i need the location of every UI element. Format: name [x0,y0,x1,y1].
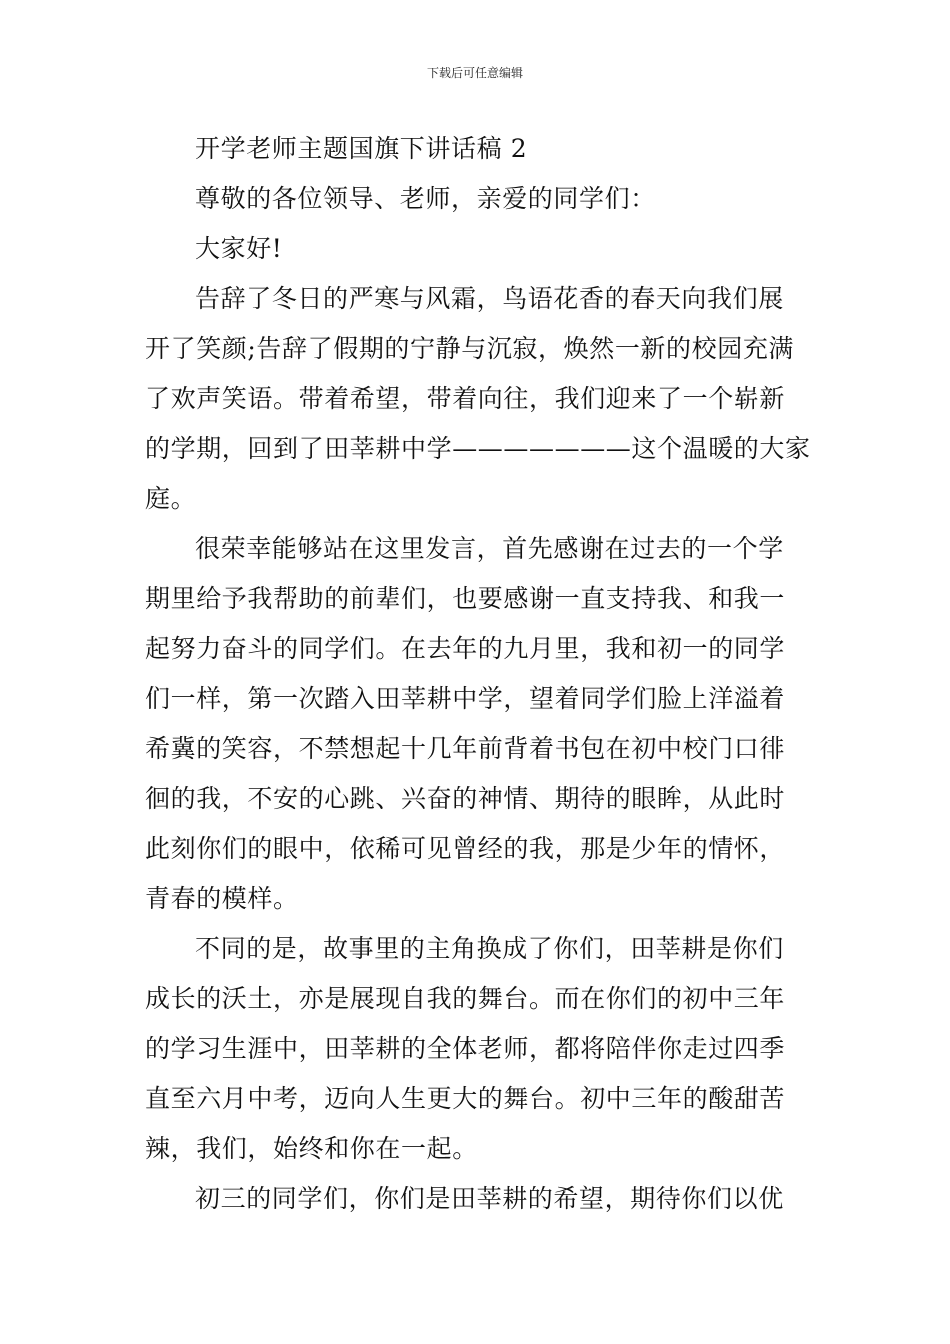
paragraph-line: 起努力奋斗的同学们。在去年的九月里，我和初一的同学 [145,634,786,663]
salutation: 尊敬的各位领导、老师，亲爱的同学们： [195,184,656,213]
paragraph-line: 青春的模样。 [145,884,299,913]
paragraph-2 [145,524,807,924]
document-body [145,124,811,1224]
paragraph-line: 期里给予我帮助的前辈们，也要感谢一直支持我、和我一 [145,584,786,613]
paragraph-4 [145,1174,807,1224]
greeting: 大家好! [195,234,283,263]
paragraph-line: 庭。 [145,484,197,513]
paragraph-line: 初三的同学们，你们是田莘耕的希望，期待你们以优 [195,1184,784,1213]
paragraph-line: 辣，我们，始终和你在一起。 [145,1134,478,1163]
page-header-note: 下载后可任意编辑 [426,66,523,80]
paragraph-line: 此刻你们的眼中，依稀可见曾经的我，那是少年的情怀， [145,834,786,863]
paragraph-line: 不同的是，故事里的主角换成了你们，田莘耕是你们 [195,934,784,963]
document-title: 开学老师主题国旗下讲话稿 2 [195,134,528,163]
paragraph-1 [145,274,811,524]
paragraph-3 [145,924,807,1174]
paragraph-line: 的学习生涯中，田莘耕的全体老师，都将陪伴你走过四季 [145,1034,786,1063]
paragraph-line: 很荣幸能够站在这里发言，首先感谢在过去的一个学 [195,534,784,563]
paragraph-line: 成长的沃土，亦是展现自我的舞台。而在你们的初中三年 [145,984,786,1013]
paragraph-line: 直至六月中考，迈向人生更大的舞台。初中三年的酸甜苦 [145,1084,786,1113]
paragraph-line: 希冀的笑容，不禁想起十几年前背着书包在初中校门口徘 [145,734,786,763]
paragraph-line: 了欢声笑语。带着希望，带着向往，我们迎来了一个崭新 [145,384,786,413]
paragraph-line: 徊的我，不安的心跳、兴奋的神情、期待的眼眸，从此时 [145,784,786,813]
paragraph-line: 开了笑颜;告辞了假期的宁静与沉寂，焕然一新的校园充满 [145,334,795,363]
paragraph-line: 们一样，第一次踏入田莘耕中学，望着同学们脸上洋溢着 [145,684,786,713]
paragraph-line: 告辞了冬日的严寒与风霜，鸟语花香的春天向我们展 [195,284,784,313]
paragraph-line: 的学期，回到了田莘耕中学———————这个温暖的大家 [145,434,811,463]
